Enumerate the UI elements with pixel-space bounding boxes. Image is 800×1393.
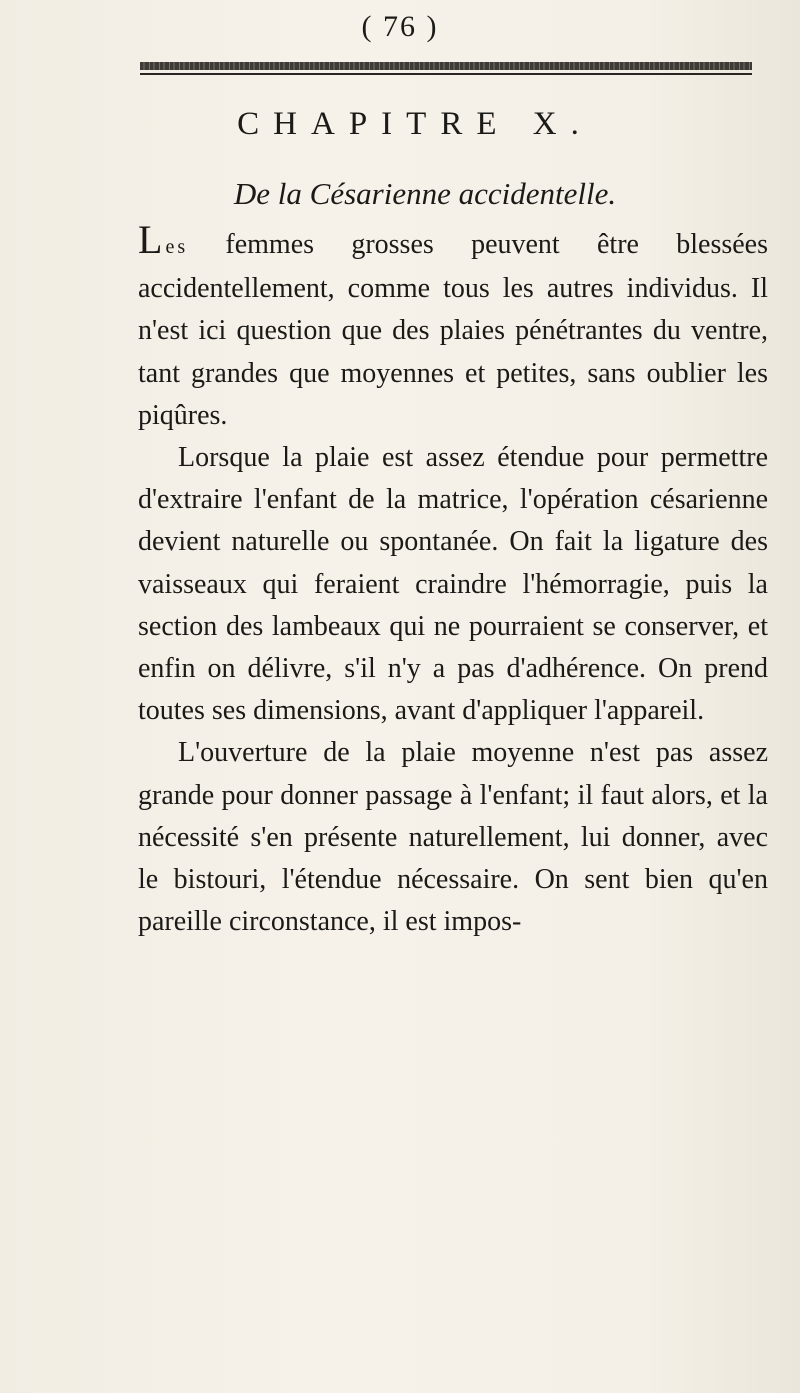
small-caps-lead: es bbox=[165, 236, 189, 258]
page-number: ( 76 ) bbox=[361, 10, 439, 43]
section-title: De la Césarienne accidentelle. bbox=[233, 176, 617, 211]
drop-cap: L bbox=[138, 217, 166, 262]
paragraph-1 bbox=[138, 217, 768, 437]
chapter-title: CHAPITRE X. bbox=[237, 106, 593, 142]
header-ornamental-rule bbox=[140, 62, 752, 70]
paragraph-1-text: femmes grosses peuvent être blessées accidentellement, comme tous les autres individus. Il n'est ici question que des plaies pénétrantes du ventre, tant grandes que moyennes et petites, sans oublier les piqûres. bbox=[138, 229, 768, 431]
header-thin-rule bbox=[140, 73, 752, 75]
paragraph-2: Lorsque la plaie est assez étendue pour permettre d'extraire l'enfant de la matrice, l'opération césarienne devient naturelle ou spontanée. On fait la ligature des vaisseaux qui feraient craindre l'hémorragie, puis la section des lambeaux qui ne pourraient se conserver, et enfin on délivre, s'il n'y a pas d'adhérence. On prend toutes ses dimensions, avant d'appliquer l'appareil. bbox=[138, 442, 768, 727]
paragraph-3: L'ouverture de la plaie moyenne n'est pas assez grande pour donner passage à l'enfant; il faut alors, et la nécessité s'en présente naturellement, lui donner, avec le bistouri, l'étendue nécessaire. On sent bien qu'en pareille circonstance, il est impos- bbox=[138, 737, 768, 938]
body-text bbox=[138, 217, 768, 943]
